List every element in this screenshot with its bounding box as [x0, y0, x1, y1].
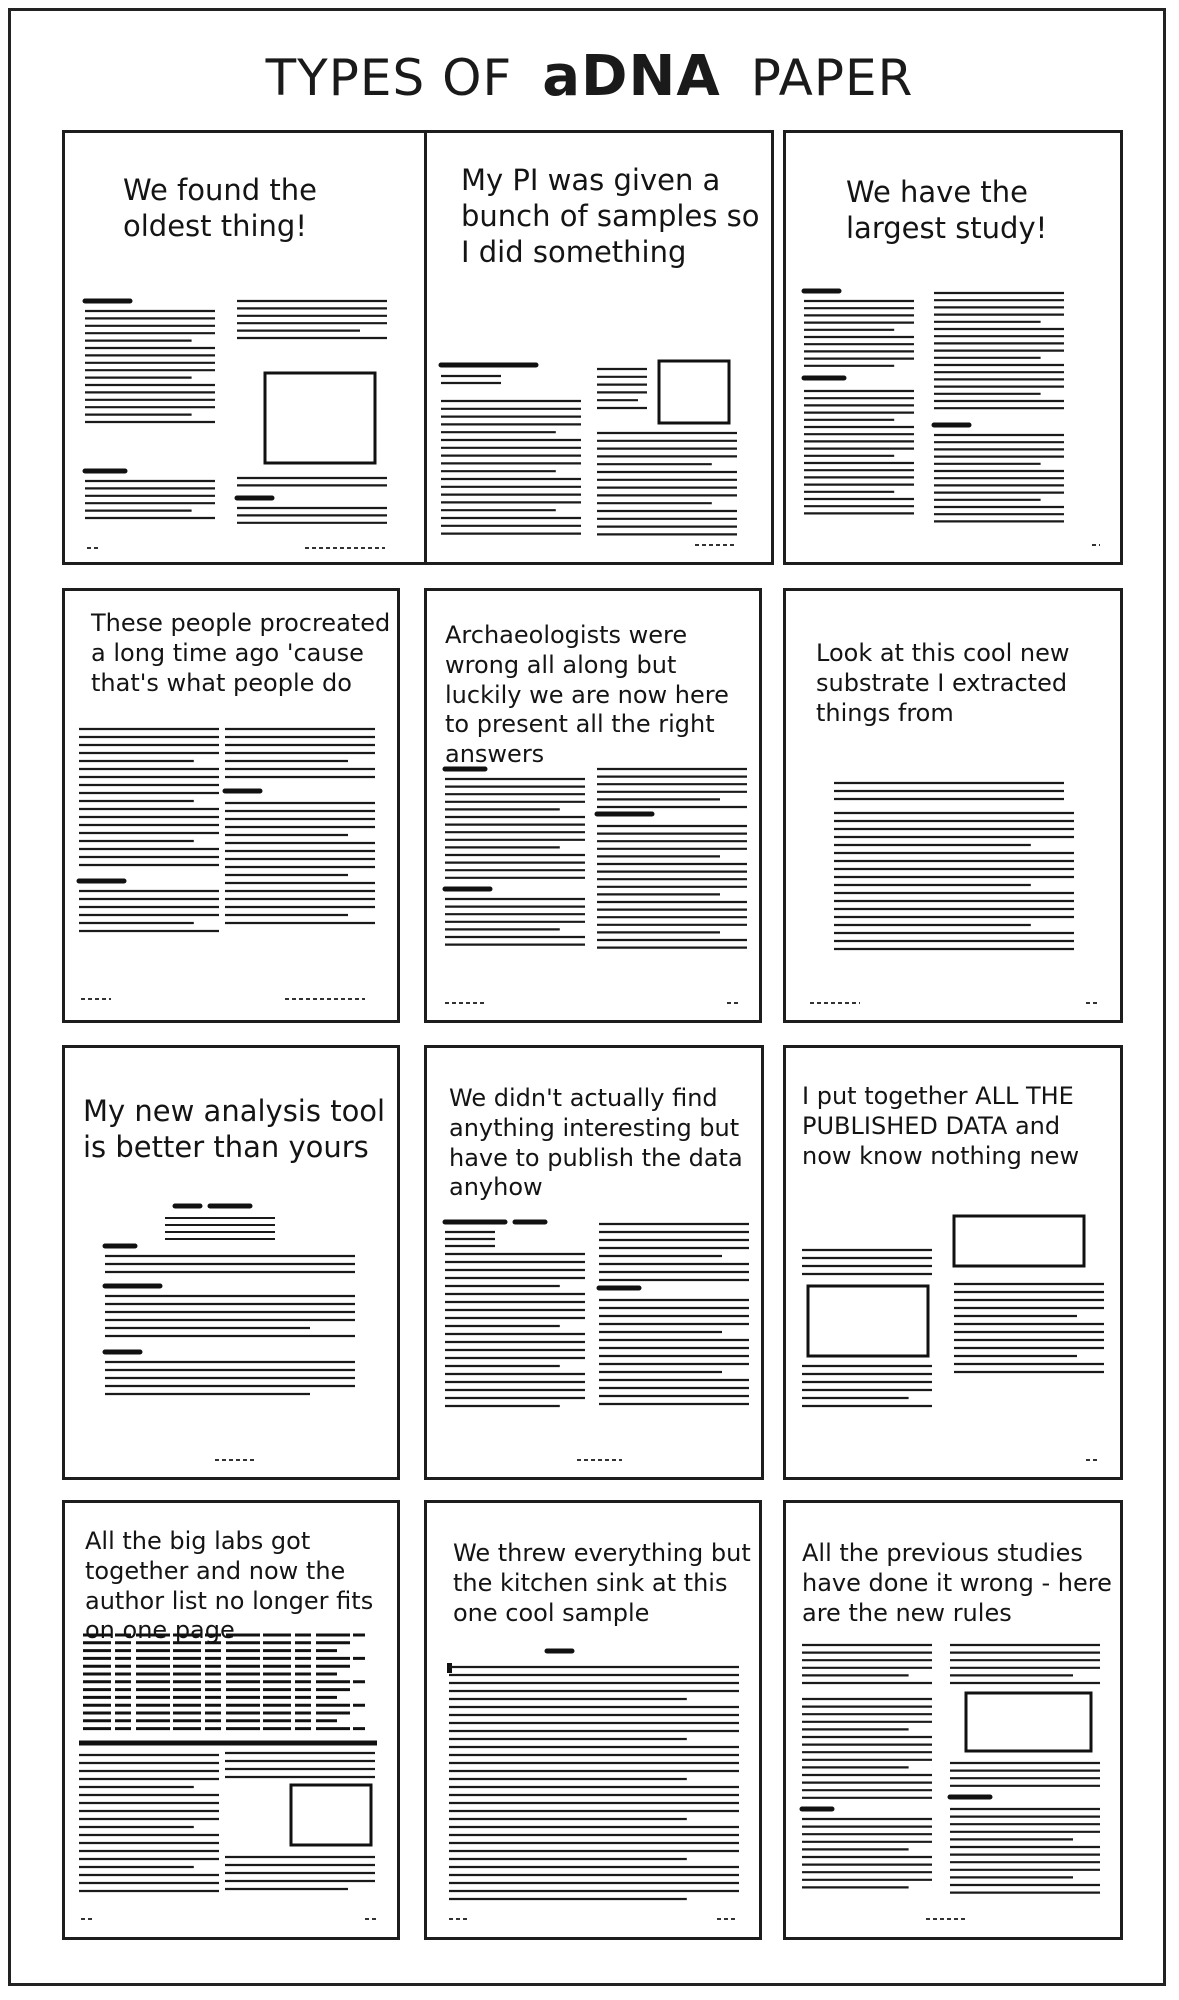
title-word-paper: PAPER: [750, 49, 914, 107]
panel-caption: My new analysis tool is better than yours: [83, 1094, 386, 1164]
figure-box: [954, 1216, 1084, 1266]
figure-box: [966, 1693, 1091, 1751]
paper-page-illustration: [427, 591, 762, 1023]
panel-new-rules: [783, 1500, 1123, 1940]
paper-page-illustration: [65, 1503, 400, 1940]
paper-page-illustration: [427, 133, 774, 565]
panel-pi-samples: [424, 130, 774, 565]
figure-box: [265, 373, 375, 463]
paper-page-illustration: [65, 133, 432, 565]
paper-page-illustration: [65, 591, 400, 1023]
figure-box: [808, 1286, 928, 1356]
panel-caption: We have the largest study!: [846, 175, 1048, 245]
panel-kitchen-sink: [424, 1500, 762, 1940]
paper-page-illustration: [786, 591, 1123, 1023]
panel-caption: Archaeologists were wrong all along but luckily we are now here to present all the right answers: [445, 621, 729, 768]
panel-caption: My PI was given a bunch of samples so I did something: [461, 163, 760, 269]
title-word-types-of: TYPES OF: [265, 49, 513, 107]
figure-box: [659, 361, 729, 423]
panel-caption: All the big labs got together and now the author list no longer fits on one page: [85, 1527, 374, 1645]
panel-new-substrate: [783, 588, 1123, 1023]
title-word-adna: aDNA: [542, 44, 721, 109]
panel-caption: Look at this cool new substrate I extracted things from: [816, 639, 1070, 727]
paper-page-illustration: [427, 1048, 764, 1480]
comic-title: [0, 44, 1179, 114]
panel-procreated: [62, 588, 400, 1023]
panel-analysis-tool: [62, 1045, 400, 1480]
panel-caption: We didn't actually find anything interesting but have to publish the data anyhow: [449, 1084, 743, 1202]
paper-page-illustration: [65, 1048, 400, 1480]
panel-caption: We threw everything but the kitchen sink at this one cool sample: [453, 1539, 751, 1627]
paper-page-illustration: [786, 1503, 1123, 1940]
panel-archaeologists-wrong: [424, 588, 762, 1023]
panel-oldest-thing: [62, 130, 432, 565]
panel-caption: We found the oldest thing!: [123, 173, 317, 243]
panel-largest-study: [783, 130, 1123, 565]
paper-page-illustration: [786, 133, 1123, 565]
paper-page-illustration: [786, 1048, 1123, 1480]
panel-caption: All the previous studies have done it wrong - here are the new rules: [802, 1539, 1112, 1627]
panel-caption: I put together ALL THE PUBLISHED DATA and now know nothing new: [802, 1082, 1080, 1170]
panel-all-published-data: [783, 1045, 1123, 1480]
panel-nothing-interesting: [424, 1045, 764, 1480]
figure-box: [291, 1785, 371, 1845]
panel-caption: These people procreated a long time ago 'cause that's what people do: [91, 609, 391, 697]
paper-page-illustration: [427, 1503, 762, 1940]
panel-big-labs: [62, 1500, 400, 1940]
